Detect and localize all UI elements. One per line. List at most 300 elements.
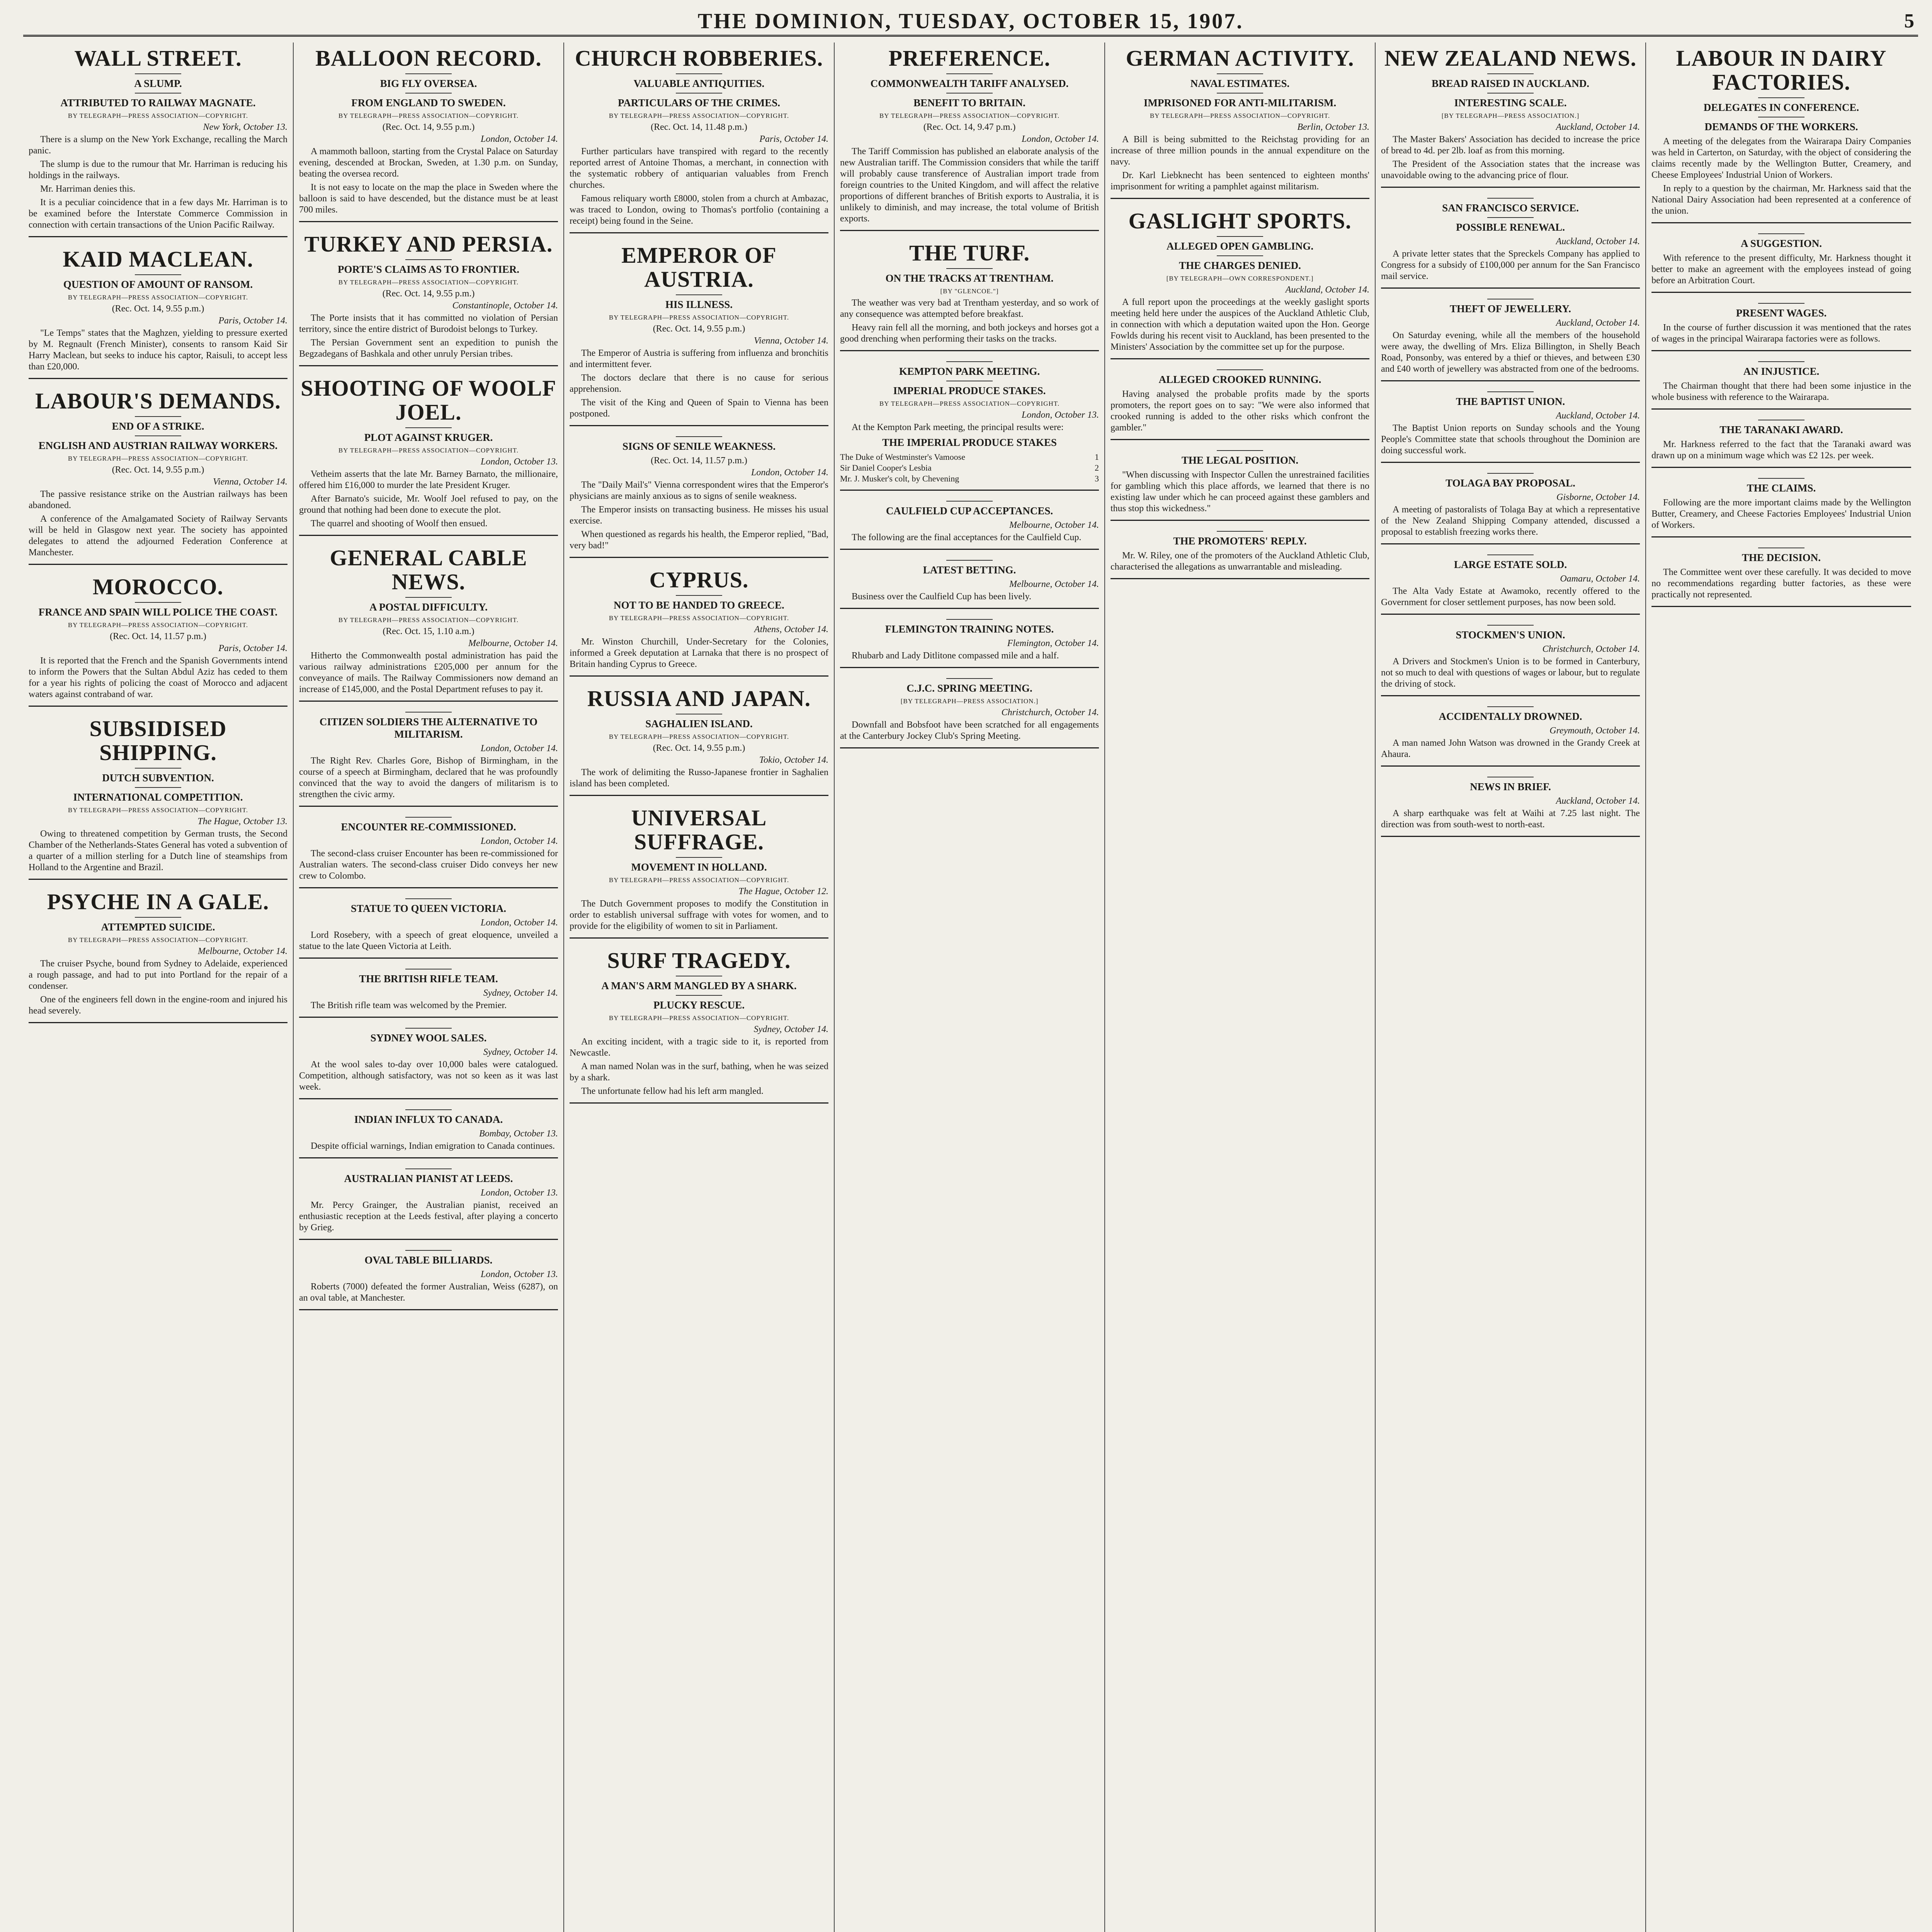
rule <box>405 259 452 260</box>
article <box>1111 369 1369 440</box>
rule <box>946 361 993 362</box>
article <box>570 687 828 796</box>
deck: NAVAL ESTIMATES. <box>1190 78 1290 89</box>
rule <box>1487 625 1534 626</box>
dateline: Auckland, October 14. <box>1556 411 1640 421</box>
separator <box>299 365 558 366</box>
table-row <box>840 452 1099 463</box>
headline: MOROCCO. <box>92 574 224 599</box>
dateline: Auckland, October 14. <box>1285 285 1369 295</box>
rule <box>405 817 452 818</box>
dateline: Auckland, October 14. <box>1556 796 1640 806</box>
headline: PSYCHE IN A GALE. <box>47 889 269 914</box>
rule <box>946 73 993 74</box>
article <box>29 389 287 565</box>
subdeck: FROM ENGLAND TO SWEDEN. <box>351 97 506 109</box>
separator <box>29 564 287 565</box>
byline: [BY TELEGRAPH—PRESS ASSOCIATION.] <box>1441 112 1580 119</box>
article <box>299 898 558 959</box>
separator <box>29 1022 287 1023</box>
paragraph: A meeting of pastoralists of Tolaga Bay at which a representative of the New Zealand Shipping Company attended, discussed a proposal to establish freezing works there. <box>1381 505 1640 537</box>
article <box>1651 233 1911 293</box>
paragraph: The Master Bakers' Association has decided to increase the price of bread to 4d. per 2lb. loaf as from this morning. <box>1381 134 1640 156</box>
deck: KEMPTON PARK MEETING. <box>899 366 1040 377</box>
deck: SAN FRANCISCO SERVICE. <box>1442 202 1579 214</box>
dateline: London, October 14. <box>481 743 558 753</box>
paragraph: Despite official warnings, Indian emigration to Canada continues. <box>311 1141 555 1151</box>
received-note: (Rec. Oct. 14, 11.57 p.m.) <box>110 631 206 641</box>
dateline: London, October 14. <box>481 836 558 846</box>
rule <box>405 427 452 428</box>
dateline: London, October 13. <box>1022 410 1099 420</box>
subdeck: ATTRIBUTED TO RAILWAY MAGNATE. <box>60 97 256 109</box>
headline: UNIVERSAL SUFFRAGE. <box>631 805 767 854</box>
paragraph: "Le Temps" states that the Maghzen, yielding to pressure exerted by M. Regnault (French Minister), consents to ransom Kaid Sir Harry Maclean, but seeks to induce his captor, Raisuli, to accept less than £20,000. <box>29 328 287 372</box>
page-number: 5 <box>1904 10 1914 32</box>
separator <box>299 887 558 888</box>
rule <box>1758 97 1804 98</box>
article <box>1651 420 1911 468</box>
article <box>1651 46 1911 223</box>
headline: RUSSIA AND JAPAN. <box>587 686 811 711</box>
dateline: London, October 13. <box>481 1269 558 1279</box>
separator <box>840 230 1099 231</box>
dateline: Flemington, October 14. <box>1007 638 1099 648</box>
separator <box>840 747 1099 748</box>
dateline: Paris, October 14. <box>218 643 287 653</box>
paragraph: Dr. Karl Liebknecht has been sentenced to eighteen months' imprisonment for writing a pamphlet against militarism. <box>1111 170 1369 192</box>
headline: TURKEY AND PERSIA. <box>304 231 553 257</box>
article <box>299 712 558 807</box>
separator <box>1651 222 1911 223</box>
byline: BY TELEGRAPH—PRESS ASSOCIATION—COPYRIGHT. <box>338 112 519 119</box>
separator <box>1381 187 1640 188</box>
dateline: London, October 14. <box>1022 134 1099 144</box>
paragraph: After Barnato's suicide, Mr. Woolf Joel refused to pay, on the ground that nothing had been done to execute the plot. <box>299 494 558 515</box>
subdeck: ENGLISH AND AUSTRIAN RAILWAY WORKERS. <box>38 440 278 451</box>
paragraph: A mammoth balloon, starting from the Crystal Palace on Saturday evening, descended at Brockan, Sweden, at 1.30 p.m. on Sunday, beating the oversea record. <box>299 146 558 179</box>
rule <box>946 268 993 269</box>
separator <box>1651 292 1911 293</box>
byline: BY TELEGRAPH—PRESS ASSOCIATION—COPYRIGHT. <box>68 455 248 462</box>
deck: A SLUMP. <box>134 78 182 89</box>
rule <box>1217 450 1263 451</box>
received-note: (Rec. Oct. 14, 9.55 p.m.) <box>382 122 475 132</box>
article <box>840 678 1099 748</box>
rule <box>1487 391 1534 392</box>
article <box>570 949 828 1104</box>
separator <box>1381 380 1640 381</box>
article <box>299 1168 558 1240</box>
deck: THE BAPTIST UNION. <box>1456 396 1565 407</box>
rule <box>135 93 181 94</box>
dateline: Auckland, October 14. <box>1556 318 1640 328</box>
article <box>840 560 1099 609</box>
received-note: (Rec. Oct. 14, 9.47 p.m.) <box>923 122 1016 132</box>
separator <box>840 350 1099 351</box>
paragraph: A meeting of the delegates from the Wairarapa Dairy Companies was held in Carterton, on Saturday, with the object of considering the claims recently made by the Wellington Butter, Creamery, and Cheese Employees' Industrial Union of Workers. <box>1651 136 1911 180</box>
subdeck: BENEFIT TO BRITAIN. <box>913 97 1026 109</box>
article <box>299 1028 558 1099</box>
deck: STATUE TO QUEEN VICTORIA. <box>350 903 507 914</box>
paragraph: The quarrel and shooting of Woolf then ensued. <box>311 519 488 529</box>
rule <box>135 917 181 918</box>
deck: BIG FLY OVERSEA. <box>380 78 477 89</box>
headline: SUBSIDISED SHIPPING. <box>89 716 227 765</box>
rule <box>405 1168 452 1169</box>
article <box>1111 450 1369 521</box>
separator <box>29 236 287 237</box>
dateline: Paris, October 14. <box>218 316 287 326</box>
separator <box>299 806 558 807</box>
deck: FLEMINGTON TRAINING NOTES. <box>885 623 1054 635</box>
deck: LATEST BETTING. <box>923 564 1016 576</box>
rule <box>1758 361 1804 362</box>
deck: A SUGGESTION. <box>1740 238 1822 249</box>
dateline: Sydney, October 14. <box>483 1047 558 1057</box>
received-note: (Rec. Oct. 15, 1.10 a.m.) <box>383 626 474 636</box>
paragraph: Further particulars have transpired with regard to the recently reported arrest of Antoine Thomas, a merchant, in connection with the systematic robbery of antiquarian valuables from French churches. <box>570 146 828 190</box>
deck: PRESENT WAGES. <box>1736 307 1827 319</box>
deck: CAULFIELD CUP ACCEPTANCES. <box>886 505 1053 517</box>
byline: BY TELEGRAPH—PRESS ASSOCIATION—COPYRIGHT. <box>338 279 519 286</box>
article <box>1381 299 1640 381</box>
separator <box>570 795 828 796</box>
article <box>570 436 828 558</box>
dateline: Oamaru, October 14. <box>1560 574 1640 584</box>
dateline: Sydney, October 14. <box>483 988 558 998</box>
rule <box>405 73 452 74</box>
paragraph: Downfall and Bobsfoot have been scratched for all engagements at the Canterbury Jockey Club's Spring Meeting. <box>840 720 1099 741</box>
dateline: Vienna, October 14. <box>213 477 287 487</box>
dateline: Tokio, October 14. <box>759 755 828 765</box>
rule <box>1487 473 1534 474</box>
headline: SHOOTING OF WOOLF JOEL. <box>301 376 556 425</box>
paragraph: Following are the more important claims made by the Wellington Butter, Creamery, and Cheese Factories Employees' Industrial Union of Workers. <box>1651 498 1911 530</box>
paragraph: A conference of the Amalgamated Society of Railway Servants will be held in Glasgow next year. The society has appointed delegates to attend the adjourned Federation Conference at Manchester. <box>29 514 287 558</box>
dateline: Vienna, October 14. <box>754 336 828 346</box>
paragraph: Rhubarb and Lady Ditlitone compassed mile and a half. <box>852 651 1059 661</box>
separator <box>570 675 828 677</box>
paragraph: It is reported that the French and the Spanish Governments intend to inform the Powers that the Sultan Abdul Aziz has ceded to them for a year his rights of policing the coast of Morocco and adjacent waters against contraband of war. <box>29 656 287 699</box>
dateline: London, October 14. <box>751 468 828 478</box>
deck: BREAD RAISED IN AUCKLAND. <box>1431 78 1590 89</box>
paragraph: Mr. W. Riley, one of the promoters of the Auckland Athletic Club, characterised the allegations as unwarrantable and misleading. <box>1111 551 1369 572</box>
deck: END OF A STRIKE. <box>112 420 204 432</box>
paragraph: The Porte insists that it has committed no violation of Persian territory, since the entire district of Burodoist belongs to Turkey. <box>299 313 558 334</box>
rule <box>405 597 452 598</box>
deck: TOLAGA BAY PROPOSAL. <box>1446 477 1575 489</box>
column-6 <box>1376 43 1646 1932</box>
received-note: (Rec. Oct. 14, 9.55 p.m.) <box>112 304 204 314</box>
rule <box>676 595 722 596</box>
article <box>1381 473 1640 544</box>
deck: THE BRITISH RIFLE TEAM. <box>359 973 498 985</box>
headline: KAID MACLEAN. <box>63 247 253 272</box>
byline: BY TELEGRAPH—PRESS ASSOCIATION—COPYRIGHT. <box>68 112 248 119</box>
paragraph: Mr. Harkness referred to the fact that the Taranaki award was drawn up on a minimum wage which was £2 12s. per week. <box>1651 439 1911 461</box>
byline: BY TELEGRAPH—PRESS ASSOCIATION—COPYRIGHT. <box>609 112 789 119</box>
paragraph: Lord Rosebery, with a speech of great eloquence, unveiled a statue to the late Queen Victoria at Leith. <box>299 930 558 951</box>
paragraph: With reference to the present difficulty, Mr. Harkness thought it better to make an agreement with the employees instead of going before an Arbitration Court. <box>1651 253 1911 286</box>
byline: BY TELEGRAPH—PRESS ASSOCIATION—COPYRIGHT. <box>609 1014 789 1022</box>
paragraph: Roberts (7000) defeated the former Australian, Weiss (6287), on an oval table, at Manchester. <box>299 1282 558 1303</box>
article <box>1651 303 1911 351</box>
rule <box>676 436 722 437</box>
headline: SURF TRAGEDY. <box>607 948 791 973</box>
dateline: The Hague, October 12. <box>738 886 828 896</box>
results-table <box>840 436 1099 484</box>
separator <box>299 1017 558 1018</box>
deck: LARGE ESTATE SOLD. <box>1454 559 1567 570</box>
deck: OVAL TABLE BILLIARDS. <box>364 1254 493 1266</box>
deck: STOCKMEN'S UNION. <box>1456 629 1565 641</box>
paragraph: A man named John Watson was drowned in the Grandy Creek at Ahaura. <box>1381 738 1640 759</box>
rule <box>1487 73 1534 74</box>
separator <box>840 667 1099 668</box>
paragraph: The second-class cruiser Encounter has been re-commissioned for Australian waters. The second-class cruiser Dido conveys her new crew to Colombo. <box>299 849 558 881</box>
separator <box>299 701 558 702</box>
paragraph: A private letter states that the Spreckels Company has applied to Congress for a subsidy of £100,000 per annum for the San Francisco mail service. <box>1381 249 1640 281</box>
deck: ALLEGED OPEN GAMBLING. <box>1166 240 1314 252</box>
deck: A POSTAL DIFFICULTY. <box>369 601 488 613</box>
article <box>299 969 558 1018</box>
separator <box>1651 408 1911 410</box>
deck: THE TARANAKI AWARD. <box>1719 424 1843 435</box>
separator <box>1381 765 1640 767</box>
dateline: Constantinople, October 14. <box>452 301 558 311</box>
headline: NEW ZEALAND NEWS. <box>1384 46 1637 71</box>
article <box>299 1109 558 1158</box>
dateline: Sydney, October 14. <box>753 1024 828 1034</box>
paragraph: A Bill is being submitted to the Reichstag providing for an increase of three million pounds in the annual expenditure on the navy. <box>1111 134 1369 167</box>
separator <box>1651 536 1911 537</box>
byline: BY TELEGRAPH—PRESS ASSOCIATION—COPYRIGHT. <box>609 314 789 321</box>
separator <box>1111 520 1369 521</box>
dateline: New York, October 13. <box>203 122 287 132</box>
headline: GASLIGHT SPORTS. <box>1128 208 1352 233</box>
article <box>1111 531 1369 579</box>
paragraph: A sharp earthquake was felt at Waihi at 7.25 last night. The direction was from south-west to north-east. <box>1381 808 1640 830</box>
separator <box>840 549 1099 550</box>
article <box>29 46 287 237</box>
rule <box>1487 93 1534 94</box>
dateline: Auckland, October 14. <box>1556 122 1640 132</box>
columns <box>23 43 1918 1932</box>
separator <box>840 608 1099 609</box>
separator <box>299 221 558 222</box>
article <box>840 361 1099 491</box>
rule <box>135 602 181 603</box>
article <box>299 376 558 536</box>
article <box>1381 198 1640 289</box>
deck: VALUABLE ANTIQUITIES. <box>633 78 765 89</box>
deck: ON THE TRACKS AT TRENTHAM. <box>885 272 1054 284</box>
separator <box>299 1309 558 1310</box>
byline: BY TELEGRAPH—PRESS ASSOCIATION—COPYRIGHT. <box>68 621 248 629</box>
article <box>840 241 1099 351</box>
rule <box>946 619 993 620</box>
separator <box>29 879 287 880</box>
paragraph: The doctors declare that there is no cause for serious apprehension. <box>570 373 828 394</box>
separator <box>1111 198 1369 199</box>
subdeck: PARTICULARS OF THE CRIMES. <box>617 97 781 109</box>
deck: C.J.C. SPRING MEETING. <box>906 682 1032 694</box>
byline: BY TELEGRAPH—PRESS ASSOCIATION—COPYRIGHT. <box>338 616 519 624</box>
article <box>29 247 287 379</box>
paragraph: A Drivers and Stockmen's Union is to be formed in Canterbury, not so much to deal with questions of wages or labour, but to regulate the driving of stock. <box>1381 656 1640 689</box>
rule <box>1487 554 1534 555</box>
separator <box>1381 695 1640 696</box>
rule <box>946 501 993 502</box>
paragraph: The Emperor of Austria is suffering from influenza and bronchitis and intermittent fever. <box>570 348 828 369</box>
rule <box>1487 217 1534 218</box>
deck: THEFT OF JEWELLERY. <box>1450 303 1571 315</box>
headline: LABOUR'S DEMANDS. <box>35 388 281 413</box>
headline: BALLOON RECORD. <box>315 46 542 71</box>
column-7 <box>1646 43 1917 1932</box>
article <box>1651 361 1911 410</box>
column-2 <box>294 43 564 1932</box>
paragraph: The Alta Vady Estate at Awamoko, recently offered to the Government for closer settlement purposes, has now been sold. <box>1381 586 1640 607</box>
paragraph: In the course of further discussion it was mentioned that the rates of wages in the principal Wairarapa factories were as follows. <box>1651 323 1911 344</box>
subdeck: THE CHARGES DENIED. <box>1179 260 1301 271</box>
paragraph: At the Kempton Park meeting, the principal results were: <box>852 422 1064 432</box>
dateline: London, October 13. <box>481 457 558 467</box>
separator <box>1381 836 1640 837</box>
byline: [BY TELEGRAPH—OWN CORRESPONDENT.] <box>1166 275 1314 282</box>
paragraph: The British rifle team was welcomed by the Premier. <box>311 1000 507 1010</box>
article <box>1651 548 1911 607</box>
byline: BY TELEGRAPH—PRESS ASSOCIATION—COPYRIGHT. <box>68 936 248 944</box>
paragraph: The passive resistance strike on the Austrian railways has been abandoned. <box>29 489 287 510</box>
rule <box>405 1250 452 1251</box>
dateline: Bombay, October 13. <box>479 1129 558 1139</box>
byline: [BY "GLENCOE."] <box>940 287 999 295</box>
article <box>299 46 558 222</box>
article <box>1381 625 1640 696</box>
headline: PREFERENCE. <box>888 46 1051 71</box>
article <box>1381 706 1640 767</box>
dateline: Paris, October 14. <box>759 134 828 144</box>
separator <box>1651 467 1911 468</box>
article <box>1381 46 1640 188</box>
separator <box>299 1098 558 1099</box>
byline: BY TELEGRAPH—PRESS ASSOCIATION—COPYRIGHT. <box>1150 112 1330 119</box>
separator <box>840 490 1099 491</box>
separator <box>1381 543 1640 544</box>
separator <box>1651 350 1911 351</box>
separator <box>570 232 828 233</box>
paragraph: Business over the Caulfield Cup has been lively. <box>852 592 1032 602</box>
article <box>299 232 558 366</box>
deck: SAGHALIEN ISLAND. <box>645 718 753 730</box>
placing: 3 <box>1095 474 1099 483</box>
paragraph: A man named Nolan was in the surf, bathing, when he was seized by a shark. <box>570 1061 828 1083</box>
paragraph: In reply to a question by the chairman, Mr. Harkness said that the National Dairy Association had been represented at a conference of the union. <box>1651 184 1911 216</box>
byline: BY TELEGRAPH—PRESS ASSOCIATION—COPYRIGHT. <box>68 294 248 301</box>
byline: BY TELEGRAPH—PRESS ASSOCIATION—COPYRIGHT. <box>68 806 248 814</box>
byline: BY TELEGRAPH—PRESS ASSOCIATION—COPYRIGHT. <box>338 447 519 454</box>
deck: THE LEGAL POSITION. <box>1181 454 1299 466</box>
deck: ALLEGED CROOKED RUNNING. <box>1158 374 1321 385</box>
rule <box>135 787 181 788</box>
paragraph: It is not easy to locate on the map the place in Sweden where the balloon is said to have descended, but the distance must be at least 700 miles. <box>299 182 558 215</box>
separator <box>570 425 828 426</box>
separator <box>570 1102 828 1104</box>
byline: BY TELEGRAPH—PRESS ASSOCIATION—COPYRIGHT. <box>879 112 1060 119</box>
rule <box>1487 198 1534 199</box>
received-note: (Rec. Oct. 14, 9.55 p.m.) <box>382 289 475 299</box>
deck: ATTEMPTED SUICIDE. <box>101 921 215 933</box>
paragraph: When questioned as regards his health, the Emperor replied, "Bad, very bad!" <box>570 529 828 551</box>
paragraph: At the wool sales to-day over 10,000 bales were catalogued. Competition, although satisfactory, was not so keen as it was last week. <box>299 1060 558 1092</box>
article <box>299 546 558 702</box>
separator <box>1111 358 1369 359</box>
article <box>299 1250 558 1310</box>
column-5 <box>1105 43 1376 1932</box>
paragraph: Mr. Percy Grainger, the Australian pianist, received an enthusiastic reception at the Leeds festival, after playing a concerto by Grieg. <box>299 1200 558 1233</box>
rule <box>1217 236 1263 237</box>
deck: COMMONWEALTH TARIFF ANALYSED. <box>870 78 1069 89</box>
dateline: Christchurch, October 14. <box>1001 707 1099 718</box>
paragraph: The Dutch Government proposes to modify the Constitution in order to establish universal suffrage with votes for women, and to provide for the eligibility of women to sit in Parliament. <box>570 899 828 931</box>
byline: BY TELEGRAPH—PRESS ASSOCIATION—COPYRIGHT. <box>609 614 789 622</box>
rule <box>946 93 993 94</box>
paragraph: One of the engineers fell down in the engine-room and injured his head severely. <box>29 995 287 1016</box>
deck: QUESTION OF AMOUNT OF RANSOM. <box>63 279 253 290</box>
subdeck: POSSIBLE RENEWAL. <box>1456 221 1565 233</box>
article <box>840 619 1099 668</box>
paragraph: A full report upon the proceedings at the weekly gaslight sports meeting held here under the auspices of the Auckland Athletic Club, in connection with which a deputation waited upon the Hon. George Fowlds during his recent visit to Auckland, has been presented to the Ministers' Association by the committee set up for the purpose. <box>1111 297 1369 352</box>
rule <box>676 73 722 74</box>
deck: THE DECISION. <box>1742 552 1821 563</box>
deck: PORTE'S CLAIMS AS TO FRONTIER. <box>338 264 519 275</box>
article <box>29 575 287 707</box>
article <box>29 717 287 880</box>
horse-name: Mr. J. Musker's colt, by Chevening <box>840 474 959 483</box>
subdeck: DEMANDS OF THE WORKERS. <box>1704 121 1858 133</box>
dateline: Auckland, October 14. <box>1556 236 1640 247</box>
deck: A MAN'S ARM MANGLED BY A SHARK. <box>601 980 797 992</box>
article <box>299 817 558 888</box>
rule <box>946 560 993 561</box>
headline: CHURCH ROBBERIES. <box>575 46 823 71</box>
separator <box>1381 614 1640 615</box>
headline: WALL STREET. <box>74 46 242 71</box>
paragraph: The "Daily Mail's" Vienna correspondent wires that the Emperor's physicians are mainly anxious as to signs of senile weakness. <box>570 480 828 501</box>
rule <box>1758 233 1804 234</box>
rule <box>1217 369 1263 370</box>
dateline: The Hague, October 13. <box>197 816 287 827</box>
rule <box>405 712 452 713</box>
headline: LABOUR IN DAIRY FACTORIES. <box>1676 46 1887 95</box>
rule <box>1217 93 1263 94</box>
deck: FRANCE AND SPAIN WILL POLICE THE COAST. <box>38 606 278 618</box>
separator <box>1651 606 1911 607</box>
masthead <box>23 8 1918 37</box>
horse-name: Sir Daniel Cooper's Lesbia <box>840 463 932 473</box>
deck: PLOT AGAINST KRUGER. <box>364 432 493 443</box>
placing: 1 <box>1095 452 1099 462</box>
separator <box>570 937 828 939</box>
separator <box>1381 287 1640 289</box>
received-note: (Rec. Oct. 14, 11.57 p.m.) <box>651 456 747 466</box>
deck: AN INJUSTICE. <box>1743 366 1820 377</box>
article <box>29 890 287 1023</box>
results-title: THE IMPERIAL PRODUCE STAKES <box>882 437 1057 448</box>
paragraph: The work of delimiting the Russo-Japanese frontier in Saghalien island has been completed. <box>570 767 828 789</box>
